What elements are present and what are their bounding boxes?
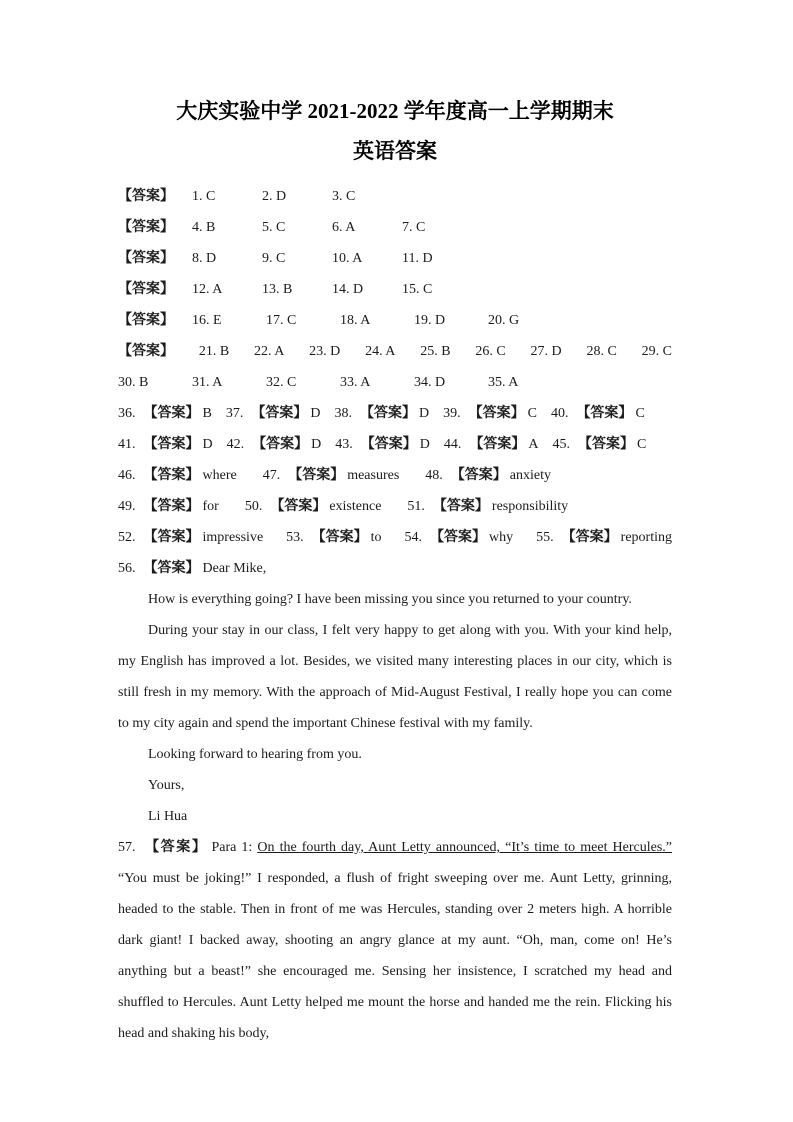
question-number: 51. [407, 499, 425, 514]
question-number: 37. [225, 406, 244, 421]
answer-group [443, 398, 537, 429]
answer-item: 5. C [262, 220, 286, 235]
question-number: 36. [118, 406, 136, 421]
answer-value: B [202, 406, 212, 421]
answer-line [118, 305, 672, 336]
question-number: 55. [536, 530, 554, 545]
question-number: 41. [118, 437, 136, 452]
answer-item: 19. D [414, 313, 446, 328]
answer-value: D [418, 406, 430, 421]
answer-line [118, 212, 672, 243]
answer-line [118, 429, 672, 460]
answer-value: where [202, 468, 237, 483]
answer-item: 8. D [192, 251, 217, 266]
answer-group [118, 491, 219, 522]
answer-line [118, 522, 672, 553]
answer-line-56 [118, 553, 672, 584]
answer-item: 17. C [266, 313, 297, 328]
answer-value: existence [329, 499, 382, 514]
answer-label: 【答案】 [270, 499, 327, 514]
answer-label: 【答案】 [561, 530, 618, 545]
answer-item: 6. A [332, 220, 356, 235]
answer-label: 【答案】 [143, 499, 200, 514]
answer-item: 29. C [641, 344, 672, 359]
answer-label: 【答案】 [143, 468, 200, 483]
letter-body [118, 584, 672, 832]
answer-label: 【答案】 [143, 530, 200, 545]
answer-item: 27. D [530, 344, 562, 359]
answer-group [227, 429, 322, 460]
answer-value: responsibility [491, 499, 569, 514]
answer-item: 21. B [198, 344, 230, 359]
answer-group [118, 398, 212, 429]
answer-label: 【答案】 [118, 189, 174, 204]
answer-value: to [370, 530, 382, 545]
letter-paragraph: Looking forward to hearing from you. [148, 747, 362, 762]
answer-group [334, 398, 429, 429]
answer-group [118, 460, 237, 491]
answer-group [245, 491, 382, 522]
answer-group [553, 429, 647, 460]
answer-item: 30. B [118, 375, 149, 390]
answer-item: 15. C [402, 282, 433, 297]
answer-label: 【答案】 [359, 406, 416, 421]
answer-group [118, 553, 266, 584]
answer-item: 16. E [192, 313, 222, 328]
question-number: 40. [550, 406, 569, 421]
question-number: 49. [118, 499, 136, 514]
answer-value: for [202, 499, 219, 514]
answer-label: 【答案】 [118, 344, 174, 359]
answer-group [407, 491, 568, 522]
letter-paragraph: How is everything going? I have been missing you since you returned to your country. [148, 592, 632, 607]
answer-item: 24. A [365, 344, 396, 359]
answer-label: 【答案】 [311, 530, 368, 545]
answer-item: 1. C [192, 189, 216, 204]
answer-group [335, 429, 430, 460]
answer-label: 【答案】 [360, 437, 417, 452]
answer-value: D [310, 406, 321, 421]
answer-item: 25. B [420, 344, 451, 359]
answer-item: 4. B [192, 220, 216, 235]
answer-item: 33. A [340, 375, 371, 390]
answer-group [226, 398, 321, 429]
answer-item: 7. C [402, 220, 426, 235]
answer-label: 【答案】 [576, 406, 633, 421]
answer-value: measures [347, 468, 400, 483]
question-number: 50. [244, 499, 263, 514]
answer-label: 【答案】 [578, 437, 634, 452]
answer-label: 【答案】 [143, 840, 208, 855]
answer-line [118, 336, 672, 367]
answer-group [118, 522, 263, 553]
answer-group [551, 398, 645, 429]
answer-item: 28. C [586, 344, 617, 359]
question-number: 39. [443, 406, 461, 421]
question-number: 56. [118, 561, 136, 576]
answer-group [286, 522, 381, 553]
letter-closing: Yours, [148, 778, 185, 793]
question-number: 45. [552, 437, 570, 452]
answer-value: anxiety [509, 468, 552, 483]
answer-label: 【答案】 [143, 406, 200, 421]
answer-item: 35. A [488, 375, 519, 390]
answer-line [118, 398, 672, 429]
answer-line [118, 274, 672, 305]
answer-label: 【答案】 [288, 468, 345, 483]
answer-group [405, 522, 514, 553]
answer-value: C [527, 406, 537, 421]
answer-label: 【答案】 [143, 437, 200, 452]
essay-paragraph-57 [118, 832, 672, 1049]
underlined-opening-sentence: On the fourth day, Aunt Letty announced, “It’s time to meet Hercules.” [257, 840, 673, 855]
answer-key-content [118, 181, 672, 1049]
question-number: 42. [226, 437, 245, 452]
question-number: 44. [443, 437, 462, 452]
question-number: 52. [118, 530, 136, 545]
answer-line [118, 460, 672, 491]
answer-value: C [635, 406, 645, 421]
answer-line [118, 181, 672, 212]
answer-label: 【答案】 [118, 282, 174, 297]
answer-label: 【答案】 [251, 406, 308, 421]
letter-signature: Li Hua [148, 809, 188, 824]
answer-label: 【答案】 [143, 561, 200, 576]
answer-label: 【答案】 [252, 437, 309, 452]
answer-line [118, 367, 672, 398]
question-number: 57. [118, 840, 136, 855]
answer-item: 20. G [488, 313, 520, 328]
answer-value: Dear Mike, [202, 561, 267, 576]
letter-paragraph: During your stay in our class, I felt very happy to get along with you. With your kind help, my English has improved a lot. Besides, we visited many interesting places in our city, which is still fresh in my memory. With the approach of Mid-August Festival, I really hope you can come to my city again and spend the important Chinese festival with my family. [118, 623, 672, 731]
answer-item: 9. C [262, 251, 286, 266]
answer-value: reporting [620, 530, 672, 545]
answer-item: 13. B [262, 282, 293, 297]
answer-label: 【答案】 [468, 406, 525, 421]
answer-item: 14. D [332, 282, 364, 297]
answer-item: 10. A [332, 251, 363, 266]
answer-item: 3. C [332, 189, 356, 204]
answer-item: 12. A [192, 282, 223, 297]
answer-value: A [528, 437, 539, 452]
answer-value: D [202, 437, 213, 452]
answer-value: C [637, 437, 647, 452]
answer-label: 【答案】 [118, 220, 174, 235]
answer-label: 【答案】 [430, 530, 487, 545]
answer-item: 18. A [340, 313, 371, 328]
answer-label: 【答案】 [469, 437, 526, 452]
answer-item: 23. D [309, 344, 341, 359]
document-subtitle: 英语答案 [353, 139, 437, 163]
answer-item: 32. C [266, 375, 297, 390]
question-number: 46. [118, 468, 136, 483]
answer-value: impressive [202, 530, 264, 545]
answer-value: D [419, 437, 430, 452]
answer-item: 22. A [253, 344, 285, 359]
answer-line [118, 243, 672, 274]
essay-para-prefix: Para 1: [211, 840, 258, 855]
answer-group [536, 522, 672, 553]
answer-label: 【答案】 [432, 499, 489, 514]
question-number: 53. [286, 530, 304, 545]
question-number: 48. [425, 468, 443, 483]
answer-value: D [311, 437, 322, 452]
essay-continuation: “You must be joking!” I responded, a flush of fright sweeping over me. Aunt Letty, grinning, headed to the stable. Then in front of me was Hercules, standing over 2 meters high. A horrible dark giant! I backed away, shooting an angry glance at my aunt. “Oh, man, come on! He’s anything but a beast!” she encouraged me. Sensing her insistence, I scratched my head and shuffled to Hercules. Aunt Letty helped me mount the horse and handed me the rein. Flicking his head and shaking his body, [118, 871, 672, 1041]
question-number: 54. [404, 530, 423, 545]
answer-label: 【答案】 [118, 313, 174, 328]
answer-group [425, 460, 551, 491]
answer-item: 31. A [192, 375, 223, 390]
answer-group [444, 429, 539, 460]
answer-label: 【答案】 [118, 251, 174, 266]
answer-value: why [489, 530, 514, 545]
document-title: 大庆实验中学 2021-2022 学年度高一上学期期末 [176, 99, 614, 123]
question-number: 43. [335, 437, 353, 452]
answer-group [118, 429, 213, 460]
answer-group [263, 460, 400, 491]
answer-line [118, 491, 672, 522]
answer-item: 2. D [262, 189, 287, 204]
answer-label: 【答案】 [450, 468, 507, 483]
answer-item: 34. D [414, 375, 446, 390]
answer-item: 26. C [475, 344, 506, 359]
question-number: 38. [334, 406, 352, 421]
answer-item: 11. D [402, 251, 433, 266]
question-number: 47. [262, 468, 281, 483]
